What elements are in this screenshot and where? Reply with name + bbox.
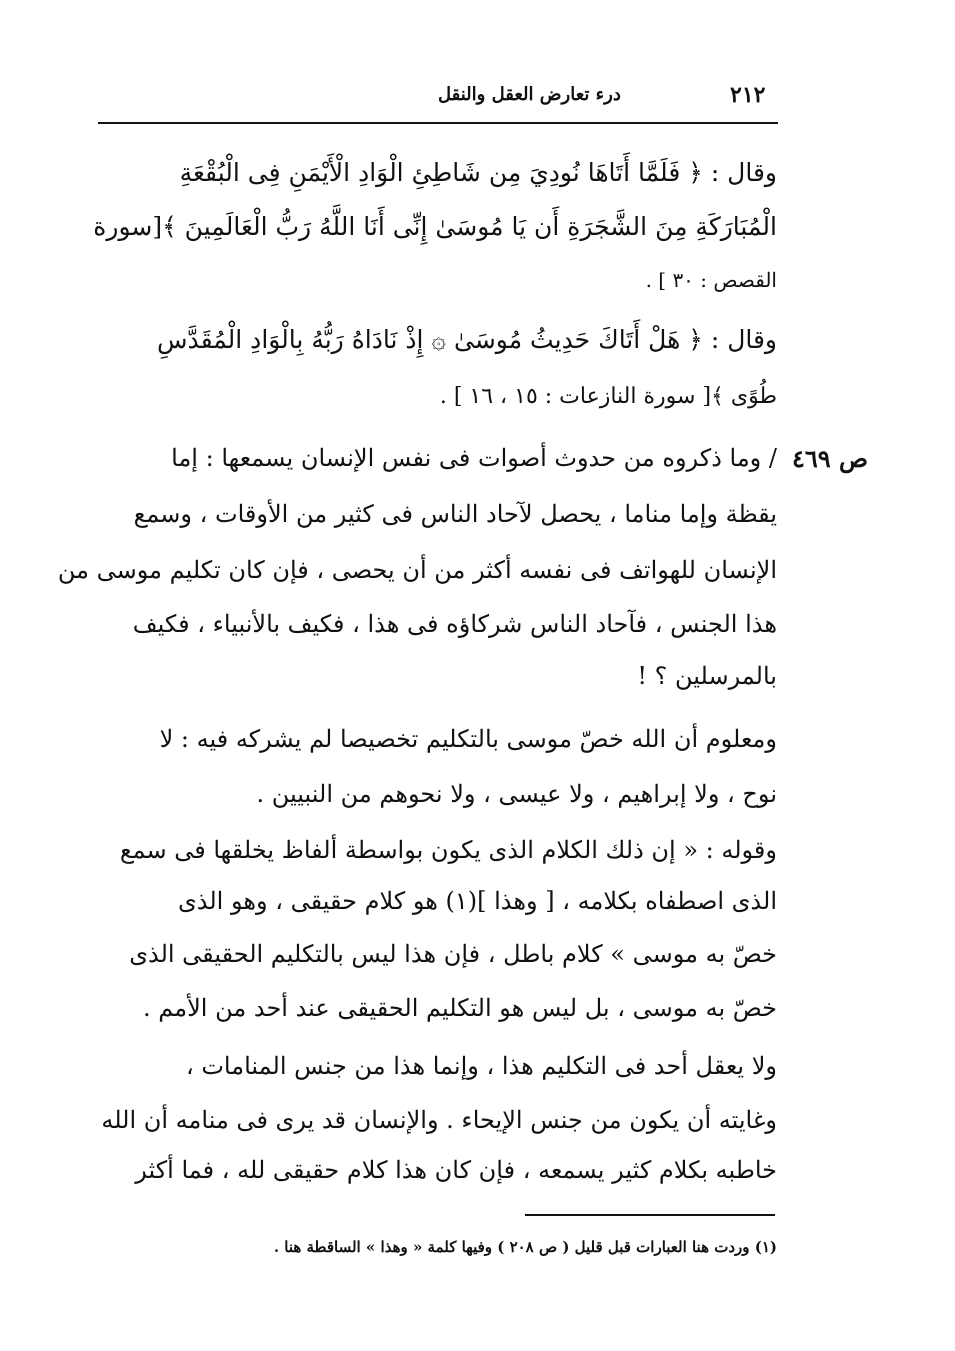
- text-line: خاطبه بكلام كثير يسمعه ، فإن كان هذا كلام حقيقى لله ، فما أكثر: [135, 1156, 777, 1184]
- text-line: وقوله : « إن ذلك الكلام الذى يكون بواسطة ألفاظ يخلقها فى سمع: [119, 836, 777, 864]
- text-line: يقظة وإما مناما ، يحصل لآحاد الناس فى كثير من الأوقات ، وسمع: [133, 500, 777, 528]
- footnote-divider: [525, 1214, 775, 1216]
- footnote: (١) وردت هنا العبارات قبل قليل ( ص ٢٠٨ ) وفيها كلمة « وهذا » الساقطة هنا .: [273, 1238, 777, 1256]
- page-number: ٢١٢: [730, 82, 766, 108]
- text-line: خصّ به موسى » كلام باطل ، فإن هذا ليس بالتكليم الحقيقى الذى: [129, 940, 777, 968]
- text-line: الإنسان للهواتف فى نفسه أكثر من أن يحصى ، فإن كان تكليم موسى من: [57, 556, 777, 584]
- text-line: ومعلوم أن الله خصّ موسى بالتكليم تخصيصا لم يشركه فيه : لا: [159, 725, 777, 753]
- quran-verse-line: وقال : ﴿ فَلَمَّا أَتَاهَا نُودِيَ مِن شَاطِئِ الْوَادِ الْأَيْمَنِ فِى الْبُقْعَةِ: [179, 158, 777, 187]
- text-line: خصّ به موسى ، بل ليس هو التكليم الحقيقى عند أحد من الأمم .: [143, 994, 777, 1022]
- text-line: / وما ذكروه من حدوث أصوات فى نفس الإنسان يسمعها : إما: [171, 444, 777, 472]
- quran-verse-line: وقال : ﴿ هَلْ أَتَاكَ حَدِيثُ مُوسَىٰ ۞ إِذْ نَادَاهُ رَبُّهُ بِالْوَادِ الْمُقَدَّسِ: [156, 325, 777, 354]
- text-line: بالمرسلين ؟ !: [637, 662, 777, 690]
- margin-page-reference: ص ٤٦٩: [792, 444, 869, 473]
- text-line: نوح ، ولا إبراهيم ، ولا عيسى ، ولا نحوهم من النبيين .: [256, 780, 777, 808]
- quran-verse-line: الْمُبَارَكَةِ مِنَ الشَّجَرَةِ أَن يَا مُوسَىٰ إِنِّى أَنَا اللَّهُ رَبُّ الْعَالَمِينَ ﴾[سورة: [93, 212, 777, 241]
- text-line: الذى اصطفاه بكلامه ، [ وهذا ](١) هو كلام حقيقى ، وهو الذى: [177, 887, 777, 915]
- verse-citation: القصص : ٣٠ ] .: [645, 268, 777, 292]
- text-line: ولا يعقل أحد فى التكليم هذا ، وإنما هذا من جنس المنامات ،: [185, 1052, 777, 1080]
- page-header: [98, 78, 778, 124]
- verse-citation: طُوًى ﴾[ سورة النازعات : ١٥ ، ١٦ ] .: [439, 384, 777, 409]
- text-line: هذا الجنس ، فآحاد الناس شركاؤه فى هذا ، فكيف بالأنبياء ، فكيف: [132, 610, 777, 638]
- text-line: وغايته أن يكون من جنس الإيحاء . والإنسان قد يرى فى منامه أن الله: [101, 1106, 777, 1134]
- running-title: درء تعارض العقل والنقل: [438, 84, 621, 105]
